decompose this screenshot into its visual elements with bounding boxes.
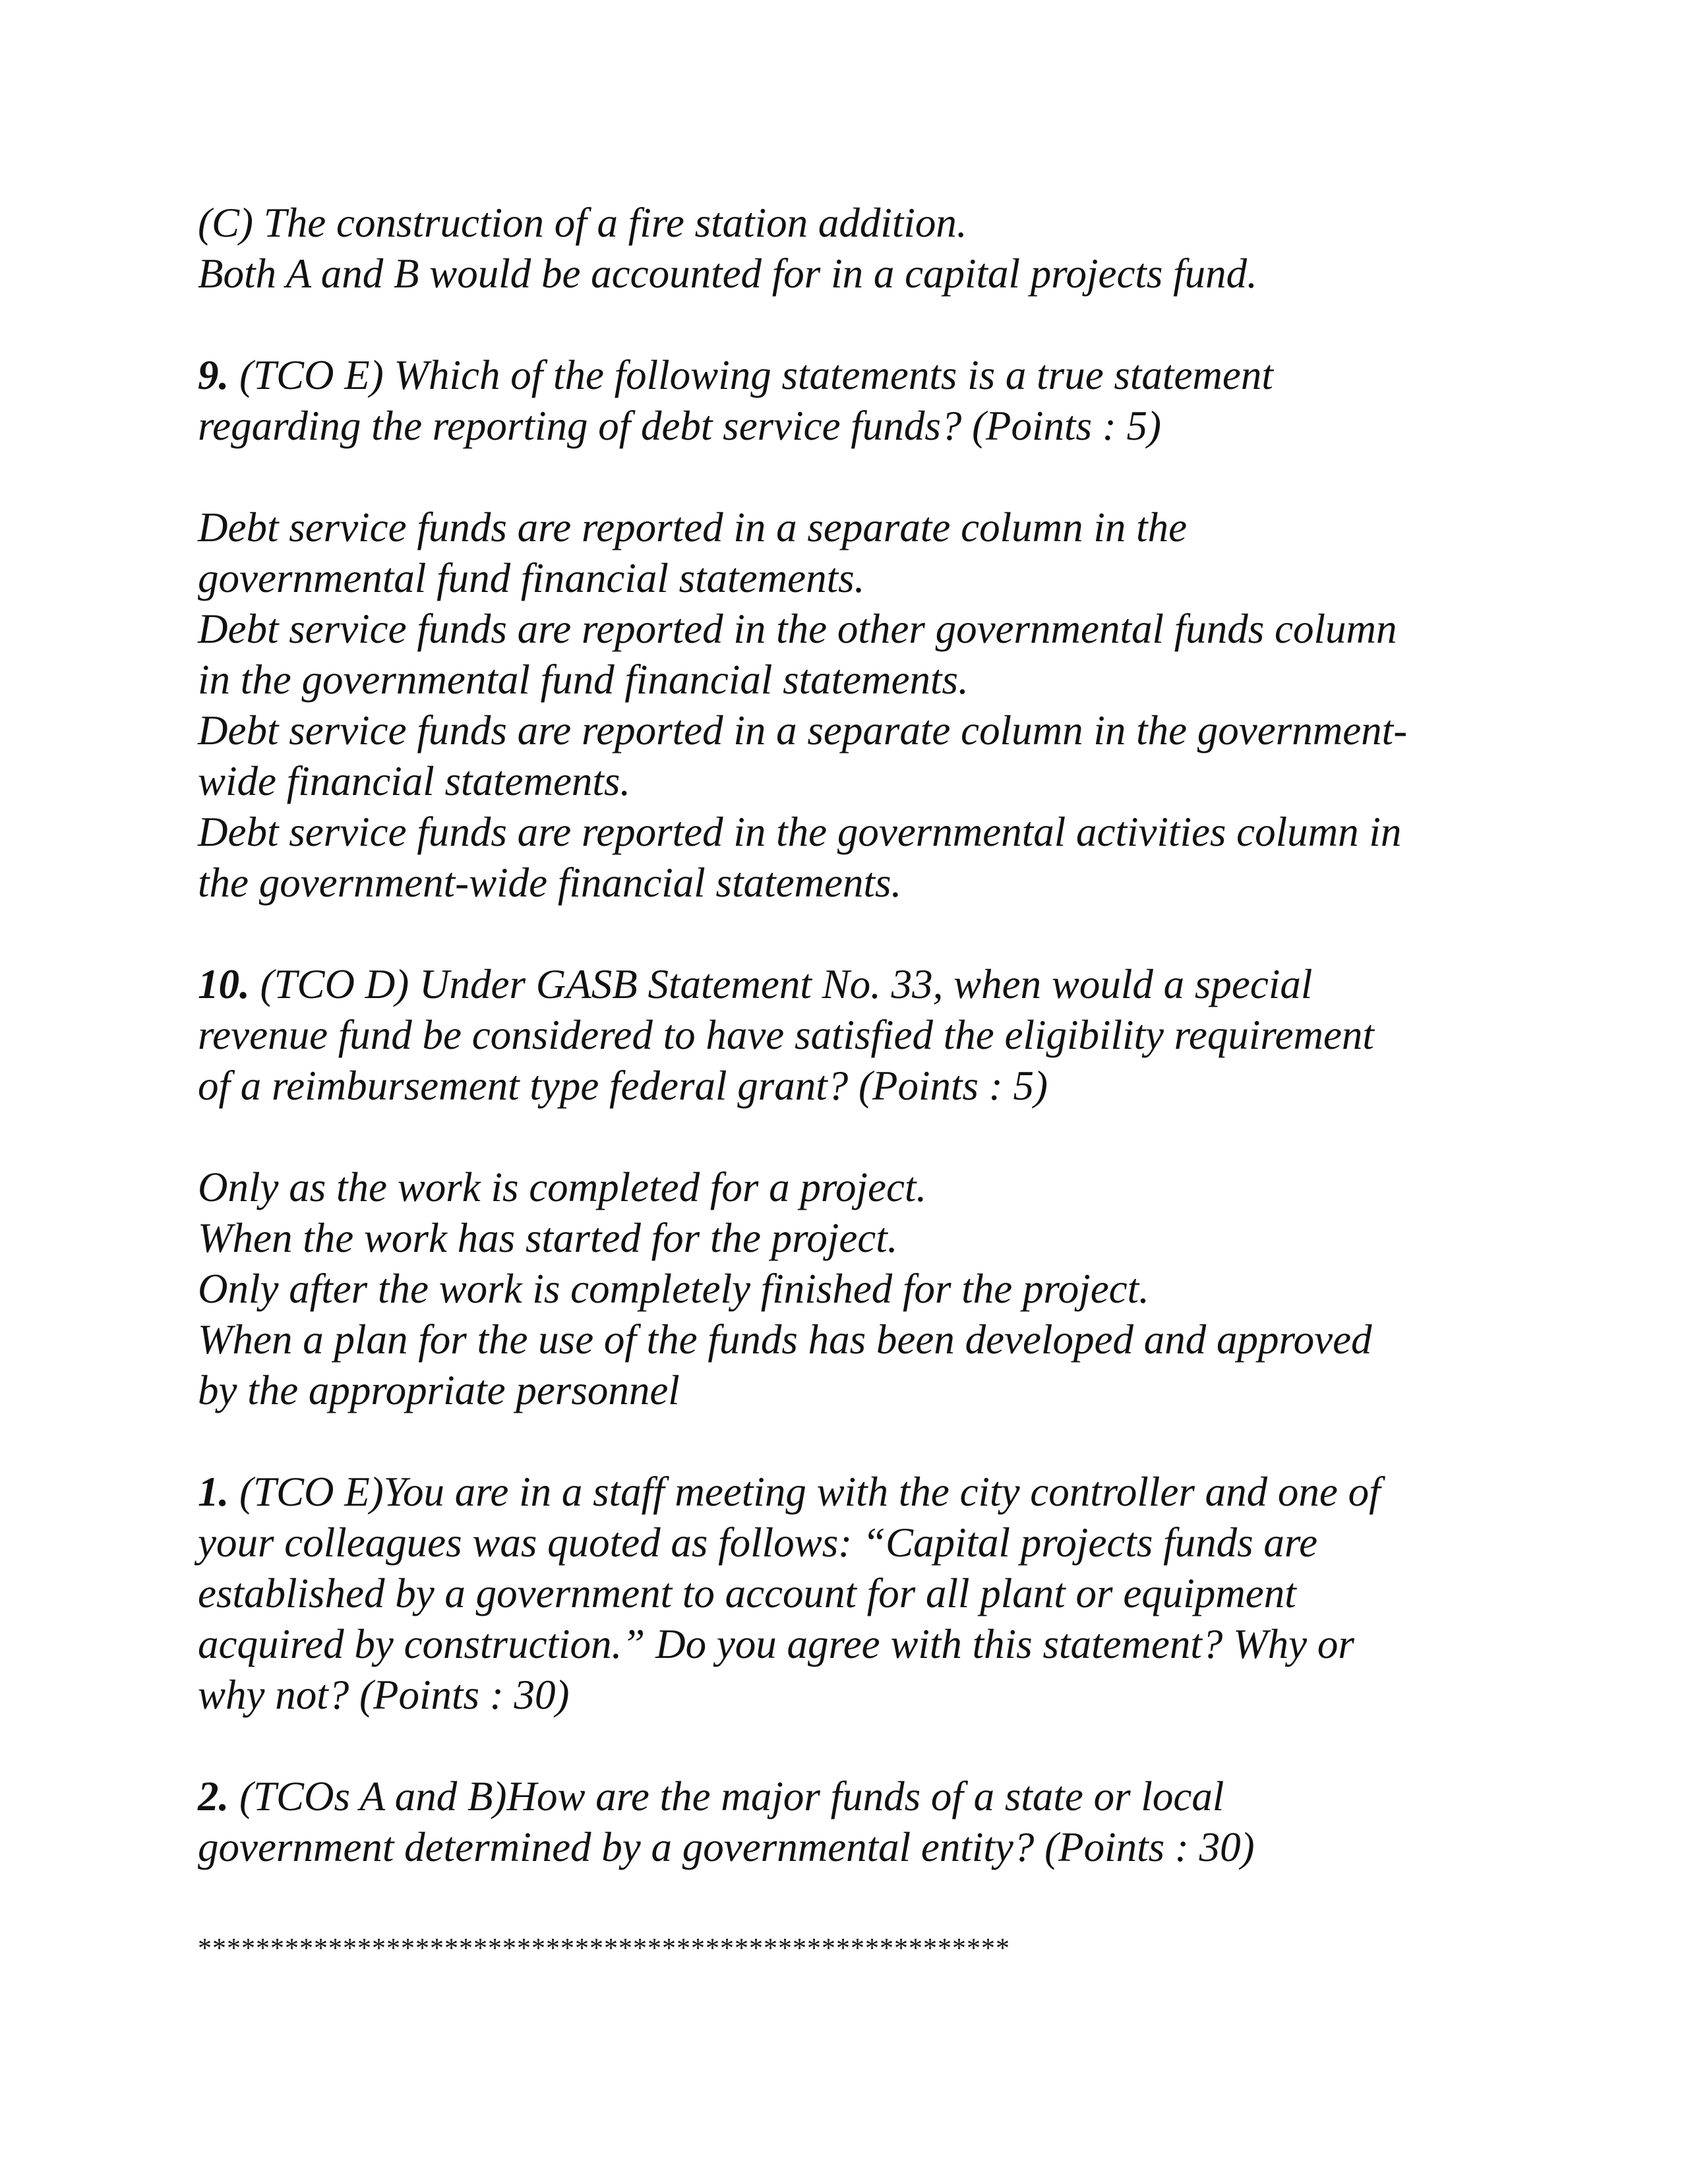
question-10-option-line: Only as the work is completed for a project. [198,1164,927,1210]
question-9-option-line: governmental fund financial statements. [198,555,865,601]
separator-asterisks: ******************************************************** [198,1933,1010,1964]
essay-2-line-2: government determined by a governmental entity? (Points : 30) [198,1824,1255,1870]
spacer [198,1416,1517,1467]
spacer [198,452,1517,502]
essay-2-line-1: 2. (TCOs A and B)How are the major funds of a state or local [198,1773,1224,1819]
question-9-number: 9. [198,352,229,398]
essay-1-line-1: 1. (TCO E)You are in a staff meeting with the city controller and one of [198,1469,1381,1515]
question-9-option-line: Debt service funds are reported in the governmental activities column in [198,809,1402,855]
question-10-line-2: revenue fund be considered to have satisfied the eligibility requirement [198,1012,1374,1058]
essay-1-line-4: acquired by construction.” Do you agree with this statement? Why or [198,1621,1354,1667]
question-10-option-line: by the appropriate personnel [198,1367,680,1413]
spacer [198,1873,1517,1924]
spacer [198,1721,1517,1771]
question-10-option-line: When a plan for the use of the funds has been developed and approved [198,1316,1372,1363]
essay-2-number: 2. [198,1773,229,1819]
question-9-option-line: the government-wide financial statements. [198,860,902,906]
question-9-option-line: wide financial statements. [198,758,631,804]
question-10-number: 10. [198,961,250,1007]
question-10-option-line: Only after the work is completely finished for the project. [198,1266,1149,1312]
spacer [198,908,1517,959]
spacer [198,1111,1517,1162]
document-body [198,198,1517,1974]
question-9-line-2: regarding the reporting of debt service funds? (Points : 5) [198,403,1162,449]
question-10-option-line: When the work has started for the project. [198,1215,898,1261]
question-9-line-1: 9. (TCO E) Which of the following statements is a true statement [198,352,1273,398]
option-c-text: (C) The construction of a fire station addition. [198,200,967,246]
spacer [198,299,1517,350]
question-9-option-line: Debt service funds are reported in a separate column in the [198,504,1188,550]
answer-option-text: Both A and B would be accounted for in a capital projects fund. [198,251,1257,297]
question-9-option-line: Debt service funds are reported in the other governmental funds column [198,606,1397,652]
question-10-line-1: 10. (TCO D) Under GASB Statement No. 33, when would a special [198,961,1313,1007]
essay-1-line-3: established by a government to account for all plant or equipment [198,1570,1296,1616]
essay-1-line-5: why not? (Points : 30) [198,1672,570,1718]
question-9-option-line: in the governmental fund financial statements. [198,657,969,703]
essay-1-line-2: your colleagues was quoted as follows: “Capital projects funds are [198,1520,1318,1566]
question-10-line-3: of a reimbursement type federal grant? (Points : 5) [198,1063,1048,1109]
question-9-option-line: Debt service funds are reported in a separate column in the government- [198,707,1408,753]
essay-1-number: 1. [198,1469,229,1515]
